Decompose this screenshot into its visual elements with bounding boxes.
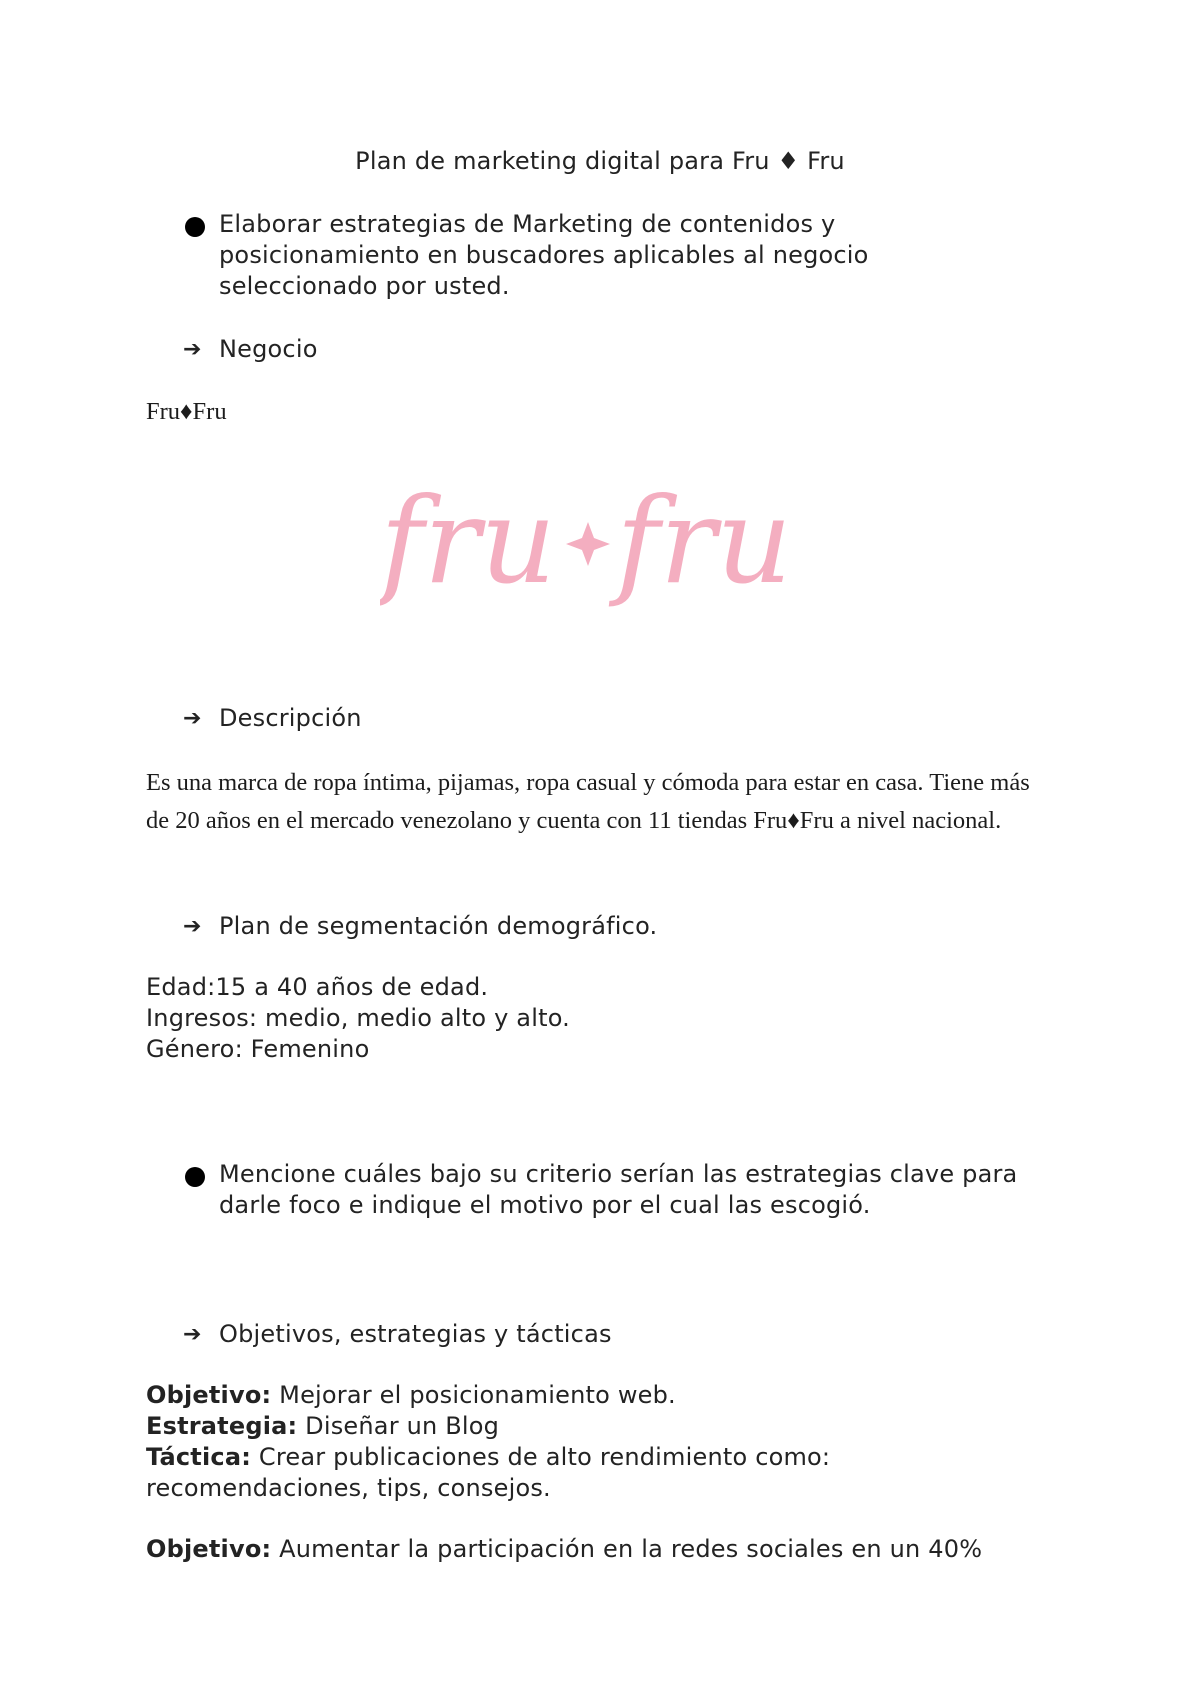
strategy-line xyxy=(146,1411,830,1442)
strategy-key: Estrategia: xyxy=(146,1412,298,1440)
objective-line-2 xyxy=(146,1535,982,1563)
objectives-list xyxy=(146,1380,830,1504)
arrow-icon: ➔ xyxy=(183,706,202,731)
section-heading-objetivos: Objetivos, estrategias y tácticas xyxy=(219,1320,612,1348)
arrow-icon: ➔ xyxy=(183,337,202,362)
document-title: Plan de marketing digital para Fru ♦ Fru xyxy=(355,147,845,175)
objective-key: Objetivo: xyxy=(146,1381,272,1409)
segment-income: Ingresos: medio, medio alto y alto. xyxy=(146,1004,570,1032)
objective-value: Aumentar la participación en la redes sociales en un 40% xyxy=(271,1535,983,1563)
business-name: Fru♦Fru xyxy=(146,398,227,425)
bullet-text-1 xyxy=(219,209,869,302)
description-line: de 20 años en el mercado venezolano y cuenta con 11 tiendas Fru♦Fru a nivel nacional. xyxy=(146,807,1002,834)
tactic-continuation: recomendaciones, tips, consejos. xyxy=(146,1474,551,1502)
logo-text-right: fru xyxy=(616,472,793,610)
fru-fru-logo xyxy=(380,470,820,630)
section-heading-negocio: Negocio xyxy=(219,335,318,363)
bullet-line: posicionamiento en buscadores aplicables al negocio xyxy=(219,241,869,269)
strategy-value: Diseñar un Blog xyxy=(297,1412,500,1440)
tactic-value: Crear publicaciones de alto rendimiento como: xyxy=(251,1443,831,1471)
objective-key: Objetivo: xyxy=(146,1535,272,1563)
arrow-icon: ➔ xyxy=(183,1322,202,1347)
bullet-text-2 xyxy=(219,1159,1017,1221)
section-heading-descripcion: Descripción xyxy=(219,704,362,732)
segmentation-details xyxy=(146,972,570,1065)
arrow-icon: ➔ xyxy=(183,914,202,939)
segment-gender: Género: Femenino xyxy=(146,1035,370,1063)
description-line: Es una marca de ropa íntima, pijamas, ropa casual y cómoda para estar en casa. Tiene más xyxy=(146,769,1030,796)
bullet-line: Mencione cuáles bajo su criterio serían las estrategias clave para xyxy=(219,1160,1018,1188)
logo-text-left: fru xyxy=(380,472,557,610)
bullet-line: darle foco e indique el motivo por el cual las escogió. xyxy=(219,1191,871,1219)
segment-age: Edad:15 a 40 años de edad. xyxy=(146,973,489,1001)
bullet-line: Elaborar estrategias de Marketing de contenidos y xyxy=(219,210,836,238)
objective-line xyxy=(146,1380,830,1411)
tactic-key: Táctica: xyxy=(146,1443,252,1471)
section-heading-segmentacion: Plan de segmentación demográfico. xyxy=(219,912,658,940)
logo-sparkle-icon xyxy=(566,522,610,566)
bullet-dot xyxy=(185,217,205,237)
description-paragraph xyxy=(146,764,1030,840)
objective-value: Mejorar el posicionamiento web. xyxy=(271,1381,676,1409)
bullet-dot xyxy=(185,1167,205,1187)
tactic-line xyxy=(146,1442,830,1473)
bullet-line: seleccionado por usted. xyxy=(219,272,510,300)
